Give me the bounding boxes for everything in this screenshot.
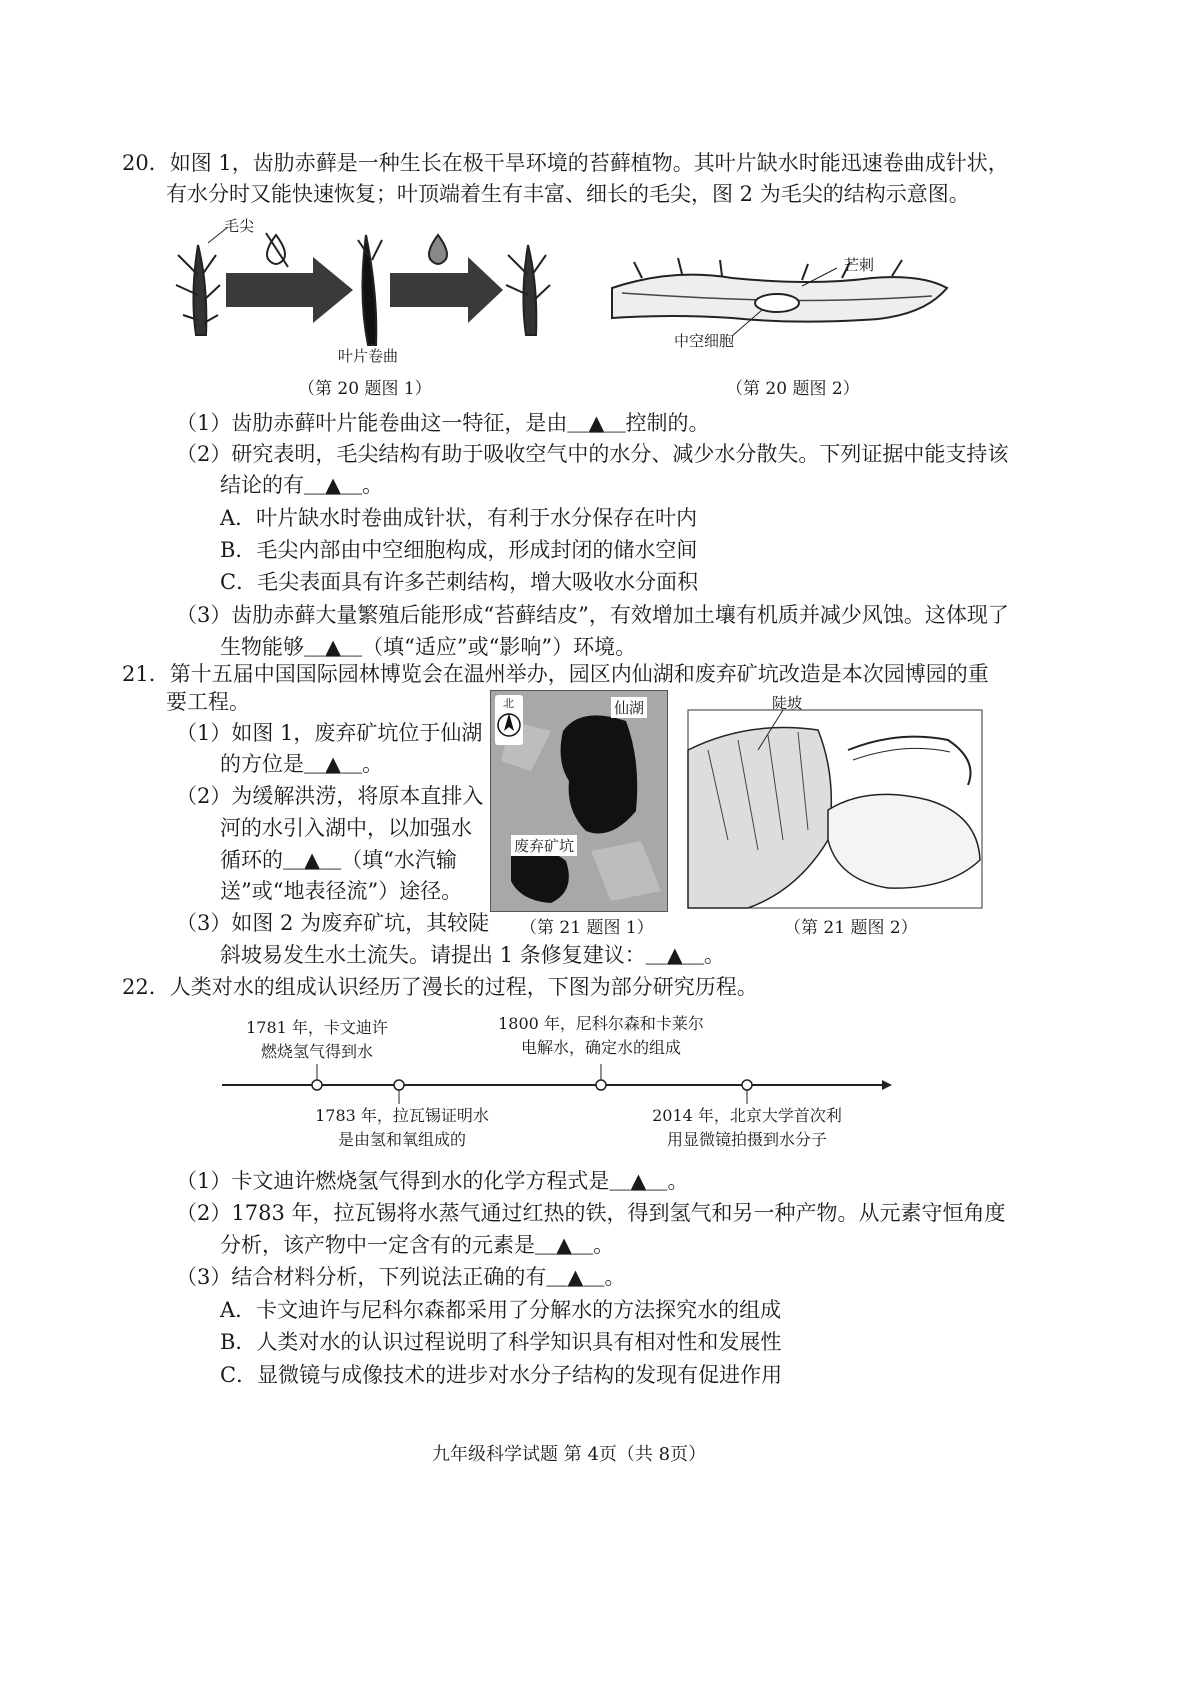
q21-part3-line1: （3）如图 2 为废弃矿坑，其较陡 [176,911,490,935]
q20-stem-line1: 20．如图 1，齿肋赤藓是一种生长在极干旱环境的苔藓植物。其叶片缺水时能迅速卷曲成针状， [122,151,1009,175]
moss-curled-icon [358,235,382,345]
q20-part3-line2: 生物能够＿▲＿（填“适应”或“影响”）环境。 [220,635,637,659]
q20-figure-1 [168,215,548,365]
q21-part2-line3: 循环的＿▲＿（填“水汽输 [220,848,457,872]
q20-part2-line2: 结论的有＿▲＿。 [220,473,384,497]
event-1800-line2: 电解水，确定水的组成 [520,1038,681,1057]
q21-stem-line1: 21．第十五届中国国际园林博览会在温州举办，园区内仙湖和废弃矿坑改造是本次园博园的重 [122,662,989,686]
q20-figure-2 [612,248,952,353]
q22-timeline [222,1012,902,1152]
event-2014-line2: 用显微镜拍摄到水分子 [666,1130,827,1149]
q20-part1: （1）齿肋赤藓叶片能卷曲这一特征，是由＿▲＿控制的。 [176,411,710,435]
q21-figure-2-pit [688,690,982,910]
q22-option-a: A．卡文迪许与尼科尔森都采用了分解水的方法探究水的组成 [220,1298,782,1322]
q22-part2-line2: 分析，该产物中一定含有的元素是＿▲＿。 [220,1233,615,1257]
q22-stem: 22．人类对水的组成认识经历了漫长的过程，下图为部分研究历程。 [122,975,758,999]
q21-fig1-caption: （第 21 题图 1） [520,918,654,938]
hair-tip-structure-illustration [612,248,952,353]
event-1800 [489,1012,713,1060]
q20-fig2-caption: （第 20 题图 2） [726,379,860,399]
label-xian-lake: 仙湖 [611,697,647,718]
label-leaf-curl: 叶片卷曲 [338,347,399,365]
event-1781 [237,1016,397,1064]
event-1783 [302,1104,502,1152]
q20-stem-line2: 有水分时又能快速恢复；叶顶端着生有丰富、细长的毛尖，图 2 为毛尖的结构示意图。 [166,182,970,206]
q20-fig1-caption: （第 20 题图 1） [298,379,432,399]
arrow-dry-icon [226,257,353,323]
q20-part3-line1: （3）齿肋赤藓大量繁殖后能形成“苔藓结皮”，有效增加土壤有机质并减少风蚀。这体现了 [176,603,1009,627]
q21-part1-line1: （1）如图 1，废弃矿坑位于仙湖 [176,721,483,745]
q22-part2-line1: （2）1783 年，拉瓦锡将水蒸气通过红热的铁，得到氢气和另一种产物。从元素守恒角度 [176,1201,1006,1225]
q20-option-c: C．毛尖表面具有许多芒刺结构，增大吸收水分面积 [220,570,699,594]
event-1781-line1: 1781 年，卡文迪许 [246,1018,388,1037]
north-label: 北 [503,697,514,710]
q21-part2-line4: 送”或“地表径流”）途径。 [220,879,463,903]
water-drop-icon [429,235,447,264]
q22-part3: （3）结合材料分析，下列说法正确的有＿▲＿。 [176,1265,626,1289]
label-hair-tip: 毛尖 [224,217,255,235]
event-1783-line2: 是由氢和氧组成的 [337,1130,466,1149]
q22-option-b: B．人类对水的认识过程说明了科学知识具有相对性和发展性 [220,1330,782,1354]
moss-left-icon [176,245,220,335]
q20-option-a: A．叶片缺水时卷曲成针状，有利于水分保存在叶内 [220,506,698,530]
q22-option-c: C．显微镜与成像技术的进步对水分子结构的发现有促进作用 [220,1363,783,1387]
label-spine: 芒刺 [844,256,875,274]
moss-right-icon [506,245,550,335]
water-drop-crossed-icon [266,233,288,267]
arrow-wet-icon [390,257,503,323]
label-hollow-cell: 中空细胞 [674,332,735,350]
moss-curling-illustration [168,215,548,365]
q21-stem-line2: 要工程。 [166,690,250,714]
q21-part2-line2: 河的水引入湖中，以加强水 [220,816,472,840]
event-2014-line1: 2014 年，北京大学首次利 [652,1106,842,1125]
page-footer: 九年级科学试题 第 4页（共 8页） [432,1444,707,1465]
label-waste-pit: 废弃矿坑 [511,835,577,856]
q21-part1-line2: 的方位是＿▲＿。 [220,752,384,776]
q21-part2-line1: （2）为缓解洪涝，将原本直排入 [176,784,484,808]
event-1783-line1: 1783 年，拉瓦锡证明水 [315,1106,489,1125]
q21-fig2-caption: （第 21 题图 2） [784,918,918,938]
q20-option-b: B．毛尖内部由中空细胞构成，形成封闭的储水空间 [220,538,698,562]
event-1781-line2: 燃烧氢气得到水 [260,1042,373,1061]
label-steep-slope: 陡坡 [772,694,803,712]
event-1800-line1: 1800 年，尼科尔森和卡莱尔 [498,1014,704,1033]
q21-part3-line2: 斜坡易发生水土流失。请提出 1 条修复建议：＿▲＿。 [220,943,725,967]
q22-part1: （1）卡文迪许燃烧氢气得到水的化学方程式是＿▲＿。 [176,1169,689,1193]
event-2014 [642,1104,852,1152]
q20-part2-line1: （2）研究表明，毛尖结构有助于吸收空气中的水分、减少水分散失。下列证据中能支持该 [176,442,1009,466]
north-arrow [495,695,523,745]
q21-figure-1-map [490,690,668,912]
pit-sketch-illustration [688,690,982,910]
